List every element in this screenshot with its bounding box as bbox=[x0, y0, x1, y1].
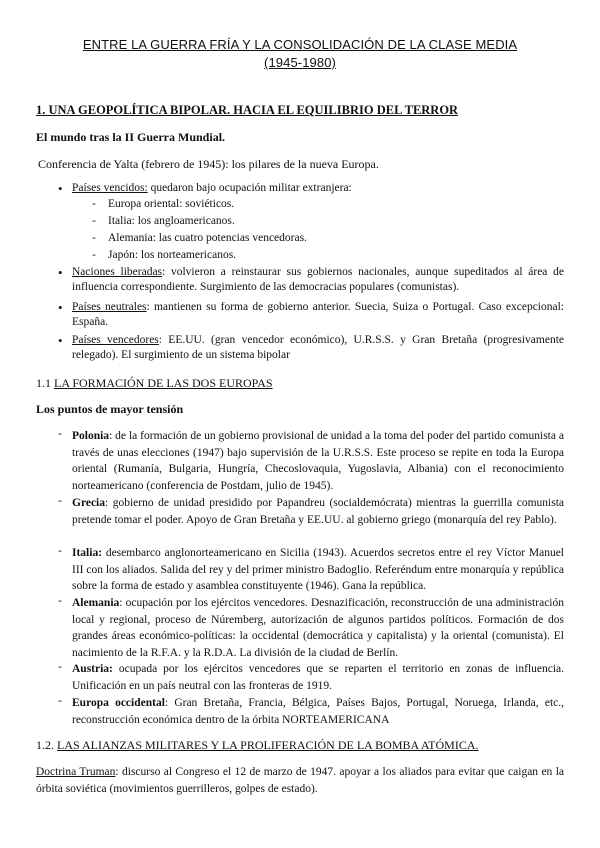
bullet-text: : mantienen su forma de gobierno anterior. Suecia, Suiza o Portugal. Caso excepcional: España. bbox=[72, 301, 564, 328]
bullet-text: : EE.UU. (gran vencedor económico), U.R.S.S. y Gran Bretaña (progresivamente relegado). El surgimiento de un sistema bipolar bbox=[72, 334, 564, 361]
bullet-item bbox=[72, 333, 564, 363]
dash-icon: - bbox=[92, 249, 96, 261]
sub-item: Italia: los angloamericanos. bbox=[108, 215, 235, 227]
tension-text: : de la formación de un gobierno provisional de unidad a la toma del poder del partido comunista a través de unas elecciones (1947) bajo supervisión de la U.R.S.S. Este proceso se repite en toda la Europa oriental (Rumanía, Bulgaria, Hungría, Checoslovaquia, Yugoslavia, Albania) con el reconocimiento norteamericano (conferencia de Postdam, julio de 1945). bbox=[72, 430, 564, 492]
bullet-icon: • bbox=[58, 333, 63, 348]
tension-item-alemania bbox=[72, 595, 564, 661]
dash-icon: - bbox=[58, 595, 62, 607]
section-1-2-heading bbox=[36, 738, 479, 753]
tension-text: : Gran Bretaña, Francia, Bélgica, Países Bajos, Portugal, Noruega, Irlanda, etc., reconstrucción económica dentro de la órbita NORTEAMERICANA bbox=[72, 697, 564, 726]
section-number: 1.2. bbox=[36, 738, 57, 752]
bullet-text: : volvieron a reinstaurar sus gobiernos nacionales, aunque supeditados al área de influencia correspondiente. Surgimiento de las democracias populares (comunistas). bbox=[72, 266, 565, 293]
tension-text: : ocupación por los ejércitos vencedores. Desnazificación, reconstrucción de una administración local y regional, proceso de Núremberg, autorización de algunos partidos políticos. Formación de dos grandes áreas económico-políticas: la occidental (democrática y capitalista) y la oriental (comunista). El nacimiento de la R.F.A. y la R.D.A. La división de la ciudad de Berlín. bbox=[72, 597, 564, 659]
tension-item-europa-occidental bbox=[72, 695, 564, 728]
bullet-text: quedaron bajo ocupación militar extranjera: bbox=[147, 182, 352, 194]
tension-item-austria bbox=[72, 661, 564, 694]
tension-text: : gobierno de unidad presidido por Papandreu (socialdemócrata) mientras la guerrilla comunista pretende tomar el poder. Apoyo de Gran Bretaña y EE.UU. al gobierno griego (monarquía del rey Pablo). bbox=[72, 497, 564, 526]
yalta-paragraph: Conferencia de Yalta (febrero de 1945): los pilares de la nueva Europa. bbox=[38, 157, 379, 171]
bullet-icon: • bbox=[58, 265, 63, 280]
tension-item-grecia bbox=[72, 495, 564, 528]
tension-heading: Los puntos de mayor tensión bbox=[36, 402, 184, 416]
bullet-label: Países vencidos: bbox=[72, 182, 148, 194]
dash-icon: - bbox=[58, 495, 62, 507]
sub-item: Japón: los norteamericanos. bbox=[108, 249, 237, 261]
dash-icon: - bbox=[92, 215, 96, 227]
tension-item-italia bbox=[72, 545, 564, 595]
section-1-1-heading bbox=[36, 376, 273, 391]
bullet-item bbox=[72, 265, 564, 295]
truman-paragraph bbox=[36, 764, 564, 798]
sub-item: Alemania: las cuatro potencias vencedoras. bbox=[108, 232, 307, 244]
tension-label: Italia: bbox=[72, 547, 103, 559]
tension-label: Grecia bbox=[72, 497, 105, 509]
document-title-years: (1945-1980) bbox=[264, 55, 336, 70]
bullet-icon: • bbox=[58, 181, 63, 196]
bullet-label: Naciones liberadas bbox=[72, 266, 163, 278]
section-1-heading: 1. UNA GEOPOLÍTICA BIPOLAR. HACIA EL EQUILIBRIO DEL TERROR bbox=[36, 103, 459, 117]
truman-label: Doctrina Truman bbox=[36, 766, 116, 778]
dash-icon: - bbox=[58, 545, 62, 557]
section-label: LAS ALIANZAS MILITARES Y LA PROLIFERACIÓN DE LA BOMBA ATÓMICA. bbox=[57, 738, 479, 752]
dash-icon: - bbox=[92, 232, 96, 244]
tension-text: ocupada por los ejércitos vencedores que se reparten el territorio en zonas de influencia. Unificación en un país neutral con las fronteras de 1919. bbox=[72, 663, 564, 692]
tension-label: Alemania bbox=[72, 597, 120, 609]
subheading-world: El mundo tras la II Guerra Mundial. bbox=[36, 130, 226, 144]
truman-text: : discurso al Congreso el 12 de marzo de 1947. apoyar a los aliados para evitar que caigan en la órbita soviética (movimientos guerrilleros, golpes de estado). bbox=[36, 766, 564, 795]
tension-text: desembarco anglonorteamericano en Sicilia (1943). Acuerdos secretos entre el rey Víctor Manuel III con los aliados. Salida del rey y del primer ministro Badoglio. Referéndum entre monarquía y república sobre la forma de estado y asamblea constituyente (1946). Gana la república. bbox=[72, 547, 564, 593]
tension-item-polonia bbox=[72, 428, 564, 494]
dash-icon: - bbox=[58, 695, 62, 707]
dash-icon: - bbox=[92, 198, 96, 210]
bullet-label: Países neutrales bbox=[72, 301, 147, 313]
section-label: LA FORMACIÓN DE LAS DOS EUROPAS bbox=[54, 376, 273, 390]
tension-label: Polonia bbox=[72, 430, 110, 442]
dash-icon: - bbox=[58, 428, 62, 440]
sub-item: Europa oriental: soviéticos. bbox=[108, 198, 235, 210]
section-number: 1.1 bbox=[36, 376, 54, 390]
tension-label: Austria: bbox=[72, 663, 113, 675]
tension-label: Europa occidental bbox=[72, 697, 165, 709]
bullet-item bbox=[72, 300, 564, 330]
bullet-icon: • bbox=[58, 300, 63, 315]
bullet-label: Países vencedores bbox=[72, 334, 159, 346]
dash-icon: - bbox=[58, 661, 62, 673]
bullet-item bbox=[72, 181, 564, 196]
document-title: ENTRE LA GUERRA FRÍA Y LA CONSOLIDACIÓN DE LA CLASE MEDIA bbox=[82, 37, 518, 52]
